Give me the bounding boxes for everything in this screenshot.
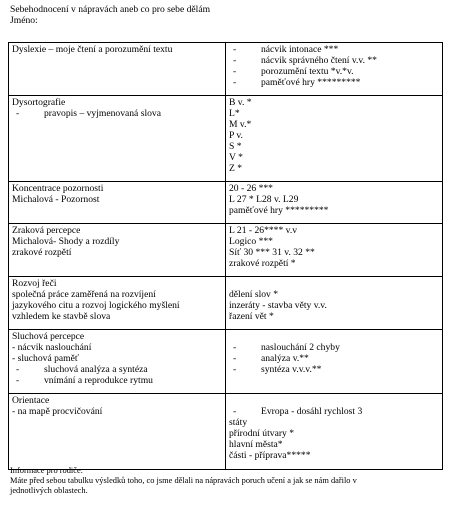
area-line [12, 108, 222, 119]
bullet-dash: - [233, 77, 237, 88]
area-line: - na mapě procvičování [12, 406, 103, 417]
bullet-dash: - [16, 375, 20, 386]
result-line [229, 77, 439, 88]
result-line [229, 66, 439, 77]
area-cell [9, 394, 226, 470]
result-line: M v.* [229, 119, 252, 130]
parent-info [10, 466, 440, 496]
result-line: zrakové rozpětí * [229, 258, 296, 269]
table-row [9, 330, 443, 394]
result-cell [226, 224, 443, 277]
area-line: Dysortografie [12, 97, 66, 108]
line-text: Evropa - dosáhl rychlost 3 [261, 406, 363, 417]
result-line: hlavní města* [229, 439, 283, 450]
result-line: L* [229, 108, 240, 119]
line-text: paměťové hry ********* [261, 77, 361, 88]
result-line: inzeráty - stavba věty v.v. [229, 300, 327, 311]
result-cell [226, 43, 443, 96]
result-cell [226, 96, 443, 182]
evaluation-table [8, 42, 443, 470]
bullet-dash: - [16, 108, 20, 119]
bullet-dash: - [233, 353, 237, 364]
result-cell [226, 182, 443, 224]
area-cell [9, 43, 226, 96]
document-heading [10, 4, 440, 26]
result-line [229, 342, 439, 353]
evaluation-table-body [9, 43, 443, 470]
result-line: B v. * [229, 97, 252, 108]
bullet-dash: - [233, 55, 237, 66]
area-line: Sluchová percepce [12, 331, 85, 342]
bullet-dash: - [233, 44, 237, 55]
line-text: sluchová analýza a syntéza [44, 364, 148, 375]
bullet-dash: - [233, 342, 237, 353]
area-line: Zraková percepce [12, 225, 81, 236]
area-line: Rozvoj řeči [12, 278, 57, 289]
result-line: Z * [229, 163, 243, 174]
parent-info-line-1: Máte před sebou tabulku výsledků toho, co jsme dělali na nápravách poruch učení a jak se nám dařilo v [10, 476, 357, 485]
result-line [229, 406, 439, 417]
table-row [9, 394, 443, 470]
table-row [9, 96, 443, 182]
result-line: 20 - 26 *** [229, 183, 273, 194]
area-line: Orientace [12, 395, 50, 406]
result-line: L 21 - 26**** v.v [229, 225, 298, 236]
line-text: nácvik intonace *** [261, 44, 339, 55]
parent-info-label: Informace pro rodiče: [10, 466, 84, 475]
table-row [9, 182, 443, 224]
area-line: - sluchová paměť [12, 353, 79, 364]
area-cell [9, 330, 226, 394]
area-line: společná práce zaměřená na rozvíjení [12, 289, 156, 300]
area-cell [9, 182, 226, 224]
bullet-dash: - [233, 66, 237, 77]
result-cell [226, 277, 443, 330]
area-line: vzhledem ke stavbě slova [12, 311, 111, 322]
result-cell [226, 330, 443, 394]
area-cell [9, 224, 226, 277]
table-row [9, 224, 443, 277]
result-line: S * [229, 141, 242, 152]
parent-info-line-2: jednotlivých oblastech. [10, 486, 88, 495]
area-line: Koncentrace pozornosti [12, 183, 104, 194]
area-line: - nácvik naslouchání [12, 342, 92, 353]
line-text: analýza v.** [261, 353, 309, 364]
result-line [229, 364, 439, 375]
bullet-dash: - [233, 364, 237, 375]
result-line: dělení slov * [229, 289, 279, 300]
area-line [12, 364, 222, 375]
line-text: nácvik správného čtení v.v. ** [261, 55, 377, 66]
result-line: L 27 * L28 v. L29 [229, 194, 299, 205]
area-cell [9, 96, 226, 182]
result-line: Síť 30 *** 31 v. 32 ** [229, 247, 315, 258]
result-line: Logico *** [229, 236, 273, 247]
result-line: P v. [229, 130, 243, 141]
table-row [9, 43, 443, 96]
area-line [12, 375, 222, 386]
area-line: Dyslexie – moje čtení a porozumění textu [12, 44, 173, 55]
table-row [9, 277, 443, 330]
result-cell [226, 394, 443, 470]
document-title: Sebehodnocení v nápravách aneb co pro sebe dělám [10, 4, 211, 15]
result-line [229, 55, 439, 66]
line-text: pravopis – vyjmenovaná slova [44, 108, 161, 119]
area-cell [9, 277, 226, 330]
result-line [229, 353, 439, 364]
result-line: státy [229, 417, 248, 428]
result-line: V * [229, 152, 243, 163]
bullet-dash: - [16, 364, 20, 375]
result-line: přírodní útvary * [229, 428, 295, 439]
result-line: řazení vět * [229, 311, 274, 322]
area-line: jazykového citu a rozvoj logického myšlení [12, 300, 180, 311]
area-line: Michalová - Pozornost [12, 194, 100, 205]
area-line: zrakové rozpětí [12, 247, 72, 258]
area-line: Michalová- Shody a rozdíly [12, 236, 120, 247]
line-text: naslouchání 2 chyby [261, 342, 340, 353]
result-line: paměťové hry ********* [229, 205, 329, 216]
name-label: Jméno: [10, 15, 38, 26]
result-line [229, 44, 439, 55]
line-text: porozumění textu *v.*v. [261, 66, 354, 77]
result-line: části - příprava***** [229, 450, 311, 461]
line-text: syntéza v.v.v.** [261, 364, 322, 375]
bullet-dash: - [233, 406, 237, 417]
line-text: vnímání a reprodukce rytmu [44, 375, 153, 386]
